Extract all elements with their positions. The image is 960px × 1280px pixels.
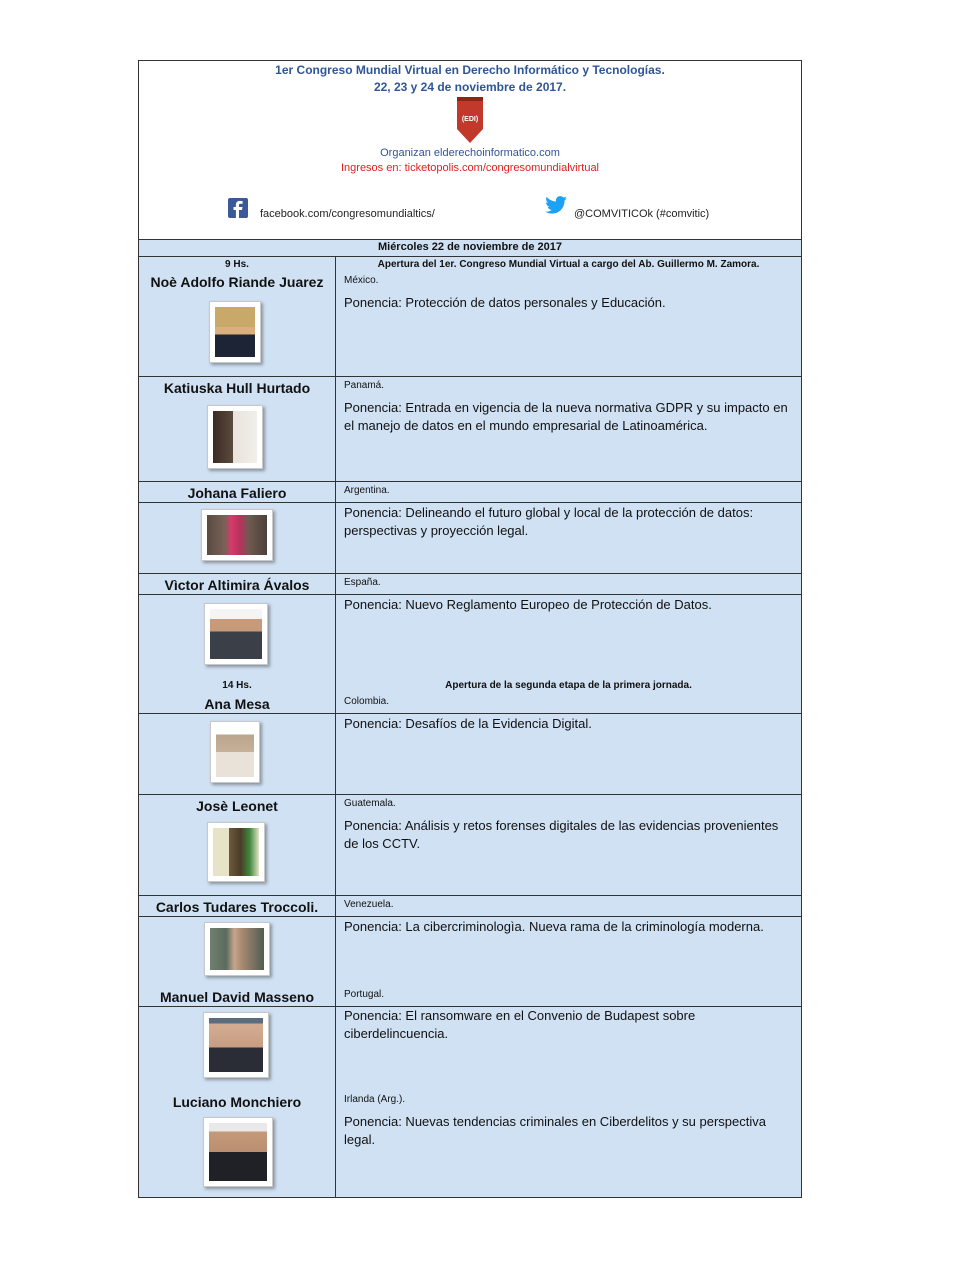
speaker-photo — [204, 922, 270, 976]
schedule-table — [139, 239, 801, 1197]
speaker-ponencia: Ponencia: Análisis y retos forenses digitales de las evidencias provenientes de los CCTV. — [344, 818, 779, 851]
speaker-country: Irlanda (Arg.). — [344, 1094, 406, 1105]
speaker-name: Luciano Monchiero — [172, 1094, 302, 1110]
speaker-photo — [209, 301, 261, 363]
row-divider — [139, 594, 336, 595]
day-header: Miércoles 22 de noviembre de 2017 — [377, 241, 563, 253]
program-header — [139, 61, 801, 239]
speaker-country: Guatemala. — [344, 798, 396, 809]
row-divider — [139, 916, 336, 917]
second-stage-time: 14 Hs. — [222, 680, 252, 691]
opening-text: Apertura del 1er. Congreso Mundial Virtual a cargo del Ab. Guillermo M. Zamora. — [377, 259, 760, 270]
row-divider — [139, 239, 801, 240]
speaker-ponencia: Ponencia: Delineando el futuro global y local de la protección de datos: perspectivas y proyección legal. — [344, 505, 754, 538]
speaker-name: Vìctor Altimira Ávalos — [164, 577, 310, 593]
congress-title: 1er Congreso Mundial Virtual en Derecho Informático y Tecnologías. — [275, 63, 665, 77]
second-stage-text: Apertura de la segunda etapa de la primera jornada. — [445, 680, 692, 691]
speaker-country: México. — [344, 275, 379, 286]
opening-time: 9 Hs. — [225, 259, 249, 270]
speaker-country: Portugal. — [344, 989, 385, 1000]
twitter-icon[interactable] — [545, 196, 567, 214]
column-divider — [335, 256, 336, 1197]
speaker-ponencia: Ponencia: Desafíos de la Evidencia Digital. — [344, 716, 592, 731]
row-divider — [139, 573, 801, 574]
row-divider — [139, 256, 801, 257]
speaker-country: España. — [344, 577, 381, 588]
speaker-name: Manuel David Masseno — [159, 989, 315, 1005]
speaker-name: Josè Leonet — [196, 798, 278, 814]
row-divider — [336, 502, 801, 503]
speaker-ponencia: Ponencia: Protección de datos personales y Educación. — [344, 295, 666, 310]
ingresos-link[interactable]: Ingresos en: ticketopolis.com/congresomundialvirtual — [340, 162, 600, 174]
edi-logo-text: (EDI) — [461, 116, 479, 123]
speaker-country: Colombia. — [344, 696, 390, 707]
congress-dates: 22, 23 y 24 de noviembre de 2017. — [373, 80, 567, 94]
speaker-country: Panamá. — [344, 380, 385, 391]
row-divider — [139, 502, 336, 503]
row-divider — [139, 481, 801, 482]
program-document — [138, 60, 802, 1198]
organizers-text: Organizan elderechoinformatico.com — [380, 147, 560, 159]
speaker-ponencia: Ponencia: Nuevas tendencias criminales en Ciberdelitos y su perspectiva legal. — [344, 1114, 766, 1147]
speaker-photo — [203, 1012, 269, 1078]
speaker-ponencia: Ponencia: El ransomware en el Convenio de Budapest sobre ciberdelincuencia. — [344, 1008, 696, 1041]
row-divider — [139, 376, 801, 377]
row-divider — [336, 594, 801, 595]
facebook-link[interactable]: facebook.com/congresomundialtics/ — [260, 208, 435, 220]
speaker-photo — [201, 509, 273, 561]
speaker-ponencia: Ponencia: Entrada en vigencia de la nueva normativa GDPR y su impacto en el manejo de datos en el mundo empresarial de Latinoamérica. — [344, 400, 788, 433]
twitter-handle[interactable]: @COMVITICOk (#comvitic) — [574, 208, 710, 220]
speaker-name: Katiuska Hull Hurtado — [163, 380, 311, 396]
speaker-photo — [204, 603, 268, 665]
facebook-icon[interactable] — [228, 198, 248, 218]
speaker-photo — [203, 1117, 273, 1187]
speaker-ponencia: Ponencia: Nuevo Reglamento Europeo de Protección de Datos. — [344, 597, 712, 612]
speaker-ponencia: Ponencia: La cibercriminologìa. Nueva rama de la criminología moderna. — [344, 919, 764, 934]
speaker-photo — [207, 822, 265, 882]
speaker-country: Venezuela. — [344, 899, 394, 910]
speaker-name: Ana Mesa — [204, 696, 270, 712]
speaker-photo — [210, 721, 260, 783]
speaker-country: Argentina. — [344, 485, 390, 496]
row-divider — [139, 895, 801, 896]
speaker-name: Carlos Tudares Troccoli. — [155, 899, 319, 915]
speaker-photo — [207, 405, 263, 469]
row-divider — [139, 794, 801, 795]
speaker-name: Noè Adolfo Riande Juarez — [150, 274, 324, 290]
edi-logo-icon — [457, 97, 483, 143]
speaker-name: Johana Faliero — [187, 485, 287, 501]
row-divider — [336, 916, 801, 917]
row-divider — [139, 713, 801, 714]
